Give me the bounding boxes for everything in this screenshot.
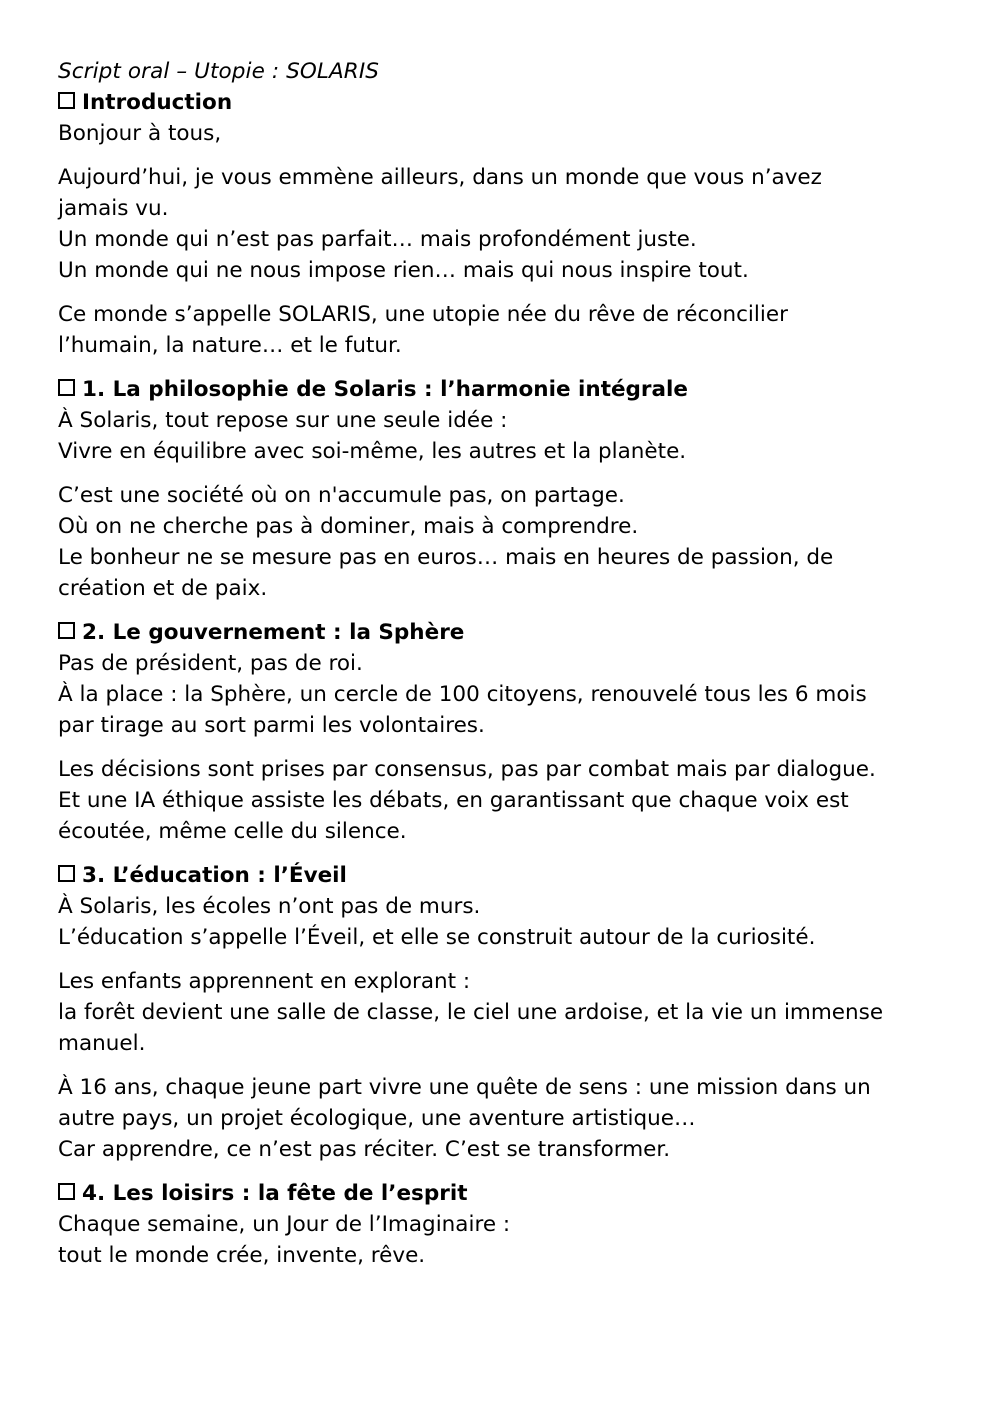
tofu-box-icon [58, 622, 75, 639]
intro-greeting: Bonjour à tous, [58, 121, 222, 146]
philosophie-paragraph-2-line-3: Le bonheur ne se mesure pas en euros… mais en heures de passion, de création et de paix. [58, 545, 834, 601]
intro-paragraph-1-line-1: Aujourd’hui, je vous emmène ailleurs, dans un monde que vous n’avez jamais vu. [58, 165, 822, 221]
heading-philosophie [58, 374, 893, 405]
gouvernement-paragraph-1 [58, 648, 893, 741]
education-paragraph-1 [58, 891, 893, 953]
education-paragraph-3-line-1: À 16 ans, chaque jeune part vivre une quête de sens : une mission dans un autre pays, un projet écologique, une aventure artistique… [58, 1075, 871, 1131]
heading-gouvernement-label: 2. Le gouvernement : la Sphère [82, 620, 465, 645]
education-paragraph-1-line-1: À Solaris, les écoles n’ont pas de murs. [58, 894, 481, 919]
heading-loisirs [58, 1178, 893, 1209]
heading-education-label: 3. L’éducation : l’Éveil [82, 863, 347, 888]
heading-philosophie-label: 1. La philosophie de Solaris : l’harmonie intégrale [82, 377, 688, 402]
gouvernement-paragraph-2 [58, 754, 893, 847]
gouvernement-paragraph-1-line-1: Pas de président, pas de roi. [58, 651, 363, 676]
education-paragraph-2 [58, 966, 893, 1059]
education-paragraph-3-line-2: Car apprendre, ce n’est pas réciter. C’est se transformer. [58, 1137, 671, 1162]
gouvernement-paragraph-1-line-2: À la place : la Sphère, un cercle de 100 citoyens, renouvelé tous les 6 mois par tirage au sort parmi les volontaires. [58, 682, 867, 738]
gouvernement-paragraph-2-line-2: Et une IA éthique assiste les débats, en garantissant que chaque voix est écoutée, même celle du silence. [58, 788, 849, 844]
tofu-box-icon [58, 1183, 75, 1200]
loisirs-paragraph-1-line-1: Chaque semaine, un Jour de l’Imaginaire : [58, 1212, 511, 1237]
intro-paragraph-1 [58, 162, 893, 286]
loisirs-paragraph-1 [58, 1209, 893, 1271]
heading-gouvernement [58, 617, 893, 648]
heading-education [58, 860, 893, 891]
intro-paragraph-1-line-3: Un monde qui ne nous impose rien… mais qui nous inspire tout. [58, 258, 749, 283]
gouvernement-paragraph-2-line-1: Les décisions sont prises par consensus, pas par combat mais par dialogue. [58, 757, 876, 782]
heading-loisirs-label: 4. Les loisirs : la fête de l’esprit [82, 1181, 468, 1206]
philosophie-paragraph-2-line-1: C’est une société où on n'accumule pas, on partage. [58, 483, 625, 508]
education-paragraph-2-line-2: la forêt devient une salle de classe, le ciel une ardoise, et la vie un immense manuel. [58, 1000, 884, 1056]
philosophie-paragraph-1-line-2: Vivre en équilibre avec soi-même, les autres et la planète. [58, 439, 687, 464]
tofu-box-icon [58, 379, 75, 396]
education-paragraph-1-line-2: L’éducation s’appelle l’Éveil, et elle se construit autour de la curiosité. [58, 925, 816, 950]
heading-introduction [58, 87, 893, 118]
document-title: Script oral – Utopie : SOLARIS [58, 59, 380, 84]
tofu-box-icon [58, 92, 75, 109]
tofu-box-icon [58, 865, 75, 882]
heading-introduction-label: Introduction [82, 90, 233, 115]
intro-paragraph-2: Ce monde s’appelle SOLARIS, une utopie née du rêve de réconcilier l’humain, la nature… et le futur. [58, 302, 788, 358]
philosophie-paragraph-2-line-2: Où on ne cherche pas à dominer, mais à comprendre. [58, 514, 639, 539]
philosophie-paragraph-2 [58, 480, 893, 604]
intro-paragraph-1-line-2: Un monde qui n’est pas parfait… mais profondément juste. [58, 227, 697, 252]
education-paragraph-3 [58, 1072, 893, 1165]
loisirs-paragraph-1-line-2: tout le monde crée, invente, rêve. [58, 1243, 426, 1268]
philosophie-paragraph-1 [58, 405, 893, 467]
philosophie-paragraph-1-line-1: À Solaris, tout repose sur une seule idée : [58, 408, 508, 433]
education-paragraph-2-line-1: Les enfants apprennent en explorant : [58, 969, 471, 994]
